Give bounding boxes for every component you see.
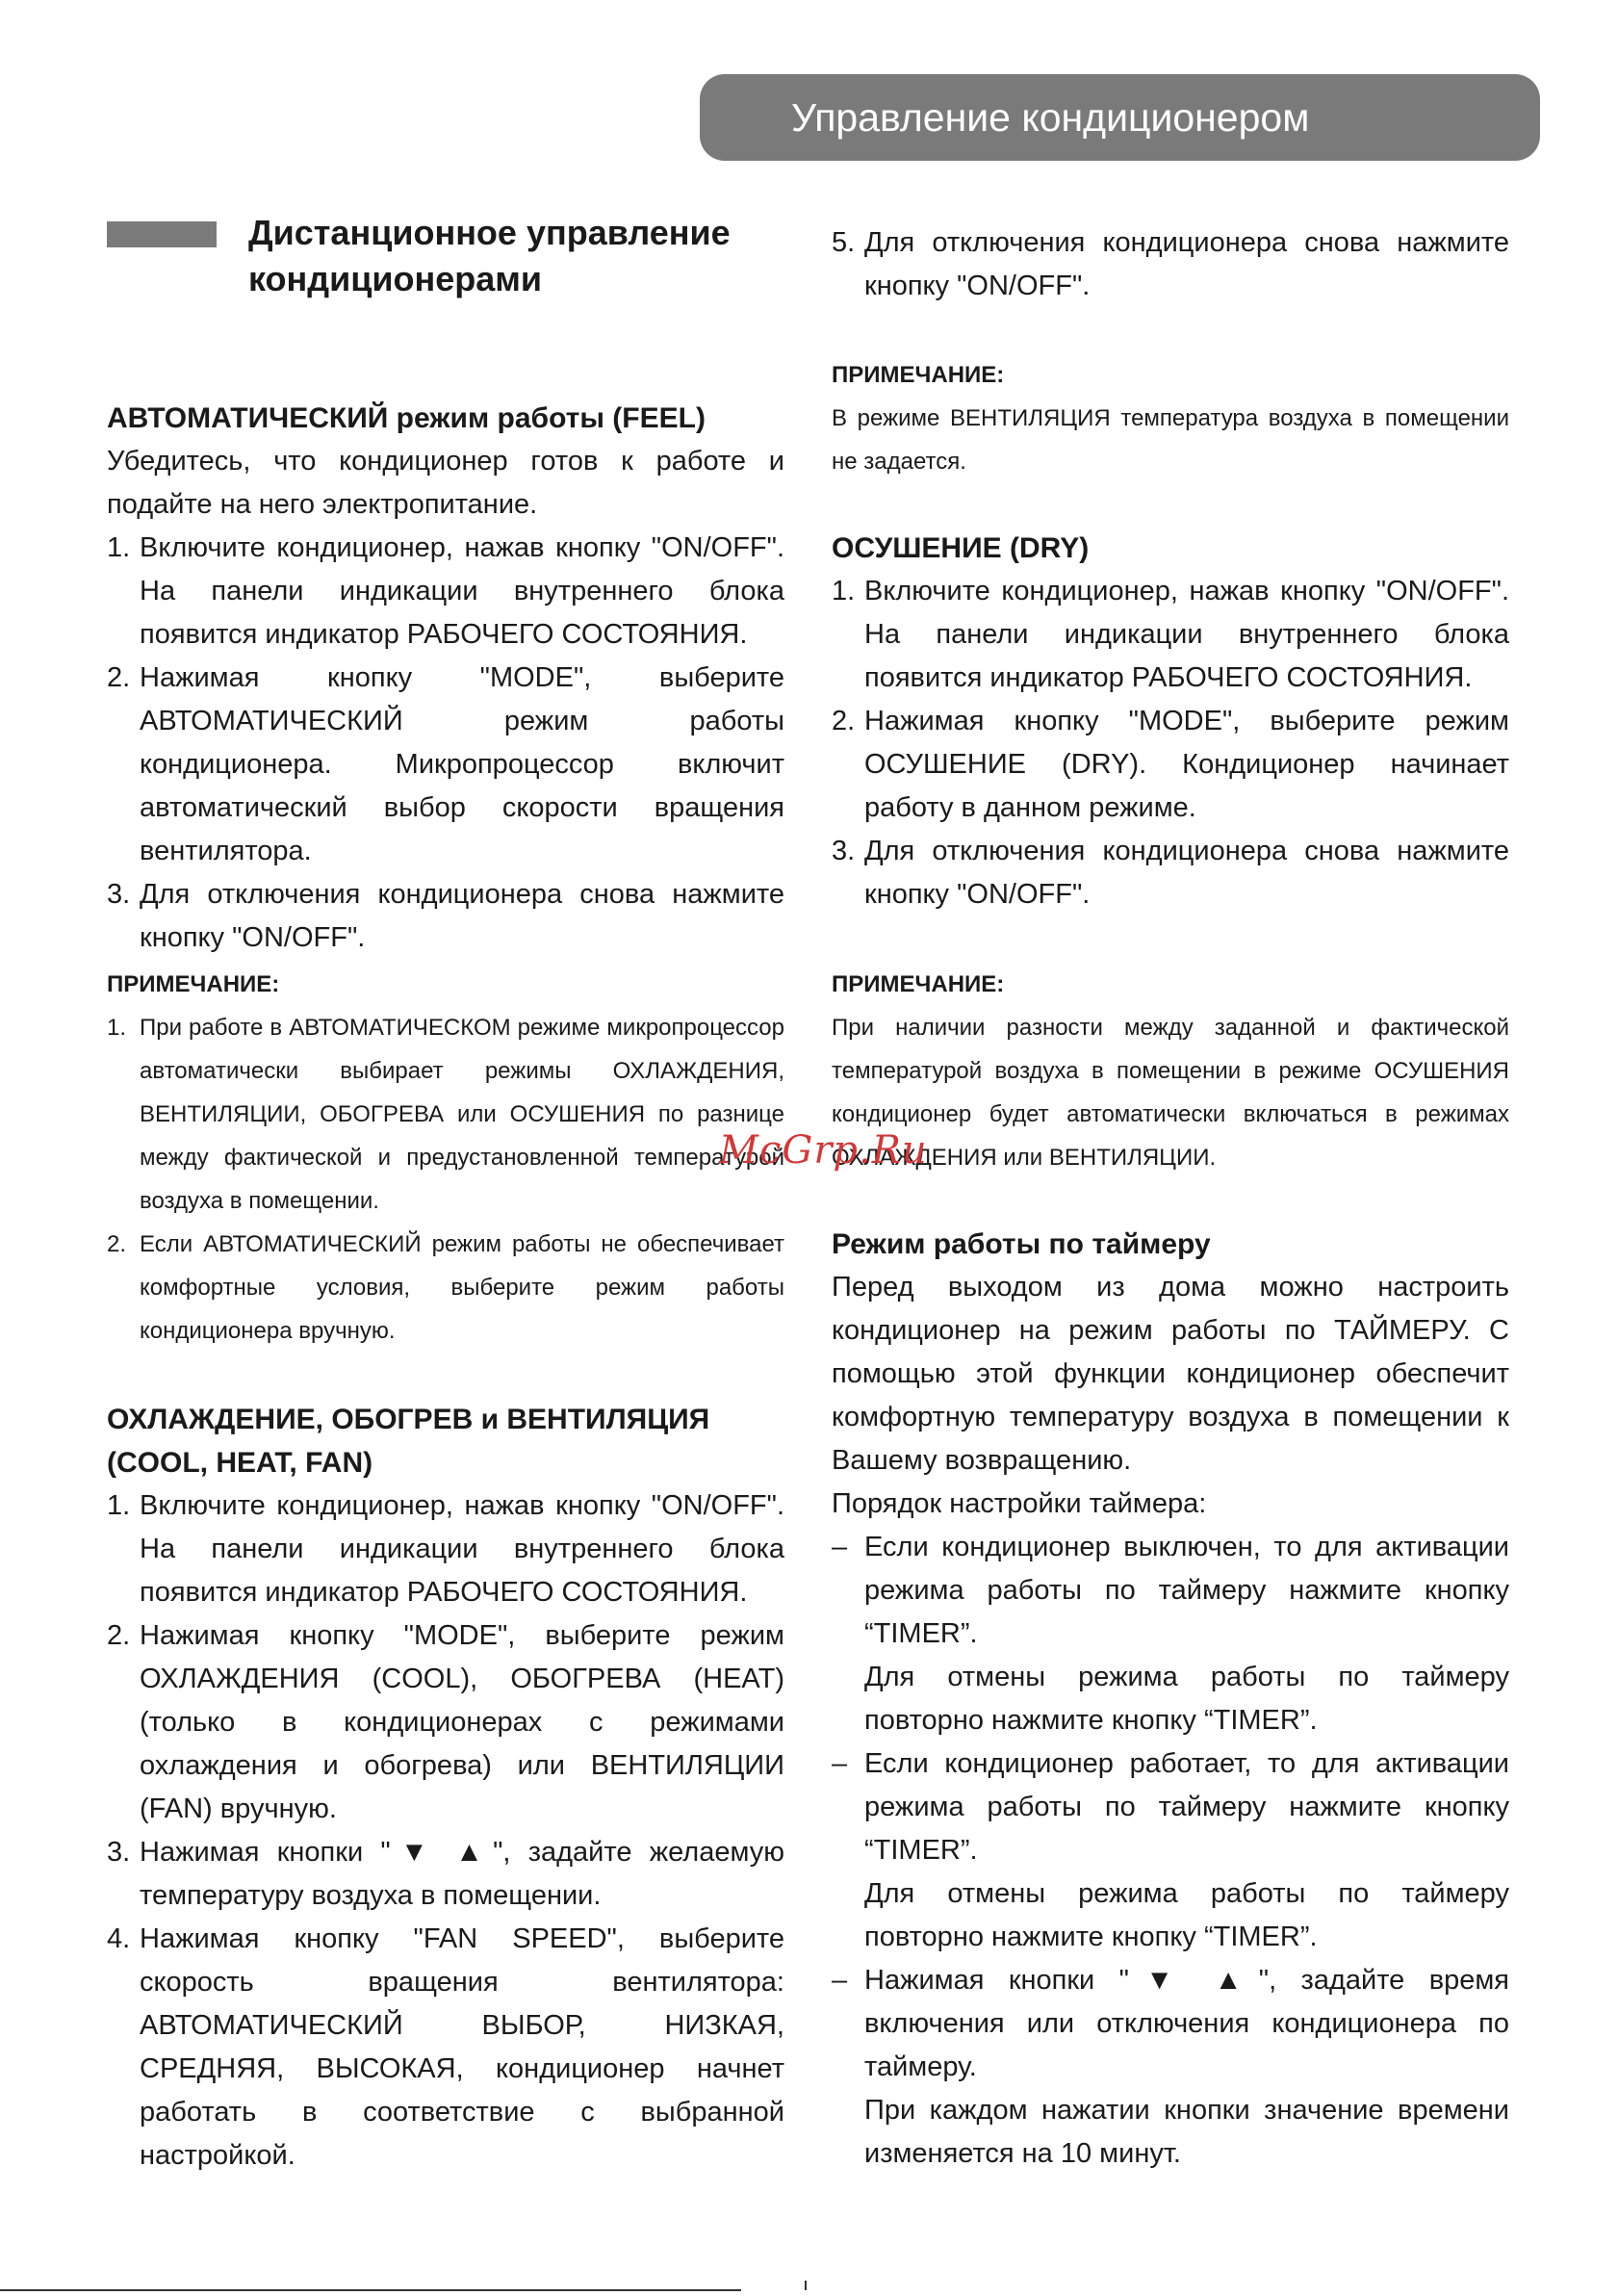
item-text: Для отключения кондиционера снова нажмите кнопку "ON/OFF". [140,879,784,953]
list-item [107,657,784,873]
item-text: Для отключения кондиционера снова нажмите кнопку "ON/OFF". [864,227,1509,301]
item-text: При работе в АВТОМАТИЧЕСКОМ режиме микропроцессор автоматически выбирает режимы ОХЛАЖДЕНИЯ, ВЕНТИЛЯЦИИ, ОБОГРЕВА или ОСУШЕНИЯ по разнице между фактической и предустановленной температурой воздуха в помещении. [140,1015,784,1214]
list-item [832,1526,1509,1742]
item-number: 2. [107,662,131,693]
note-heading: ПРИМЕЧАНИЕ: [832,362,1005,388]
item-text: Нажимая кнопку "MODE", выберите режим ОСУШЕНИЕ (DRY). Кондиционер начинает работу в данном режиме. [864,706,1509,823]
dry-heading: ОСУШЕНИЕ (DRY) [832,532,1090,564]
section-marker [107,221,217,247]
timer-heading: Режим работы по таймеру [832,1228,1211,1260]
note3-section [832,963,1509,1179]
item-text: Нажимая кнопки "▼ ▲", задайте время включения или отключения кондиционера по таймеру. [864,1965,1509,2082]
cool-section [107,1398,784,2178]
item-number: 4. [107,1923,131,1954]
item-number: 2. [107,1620,131,1651]
list-item [107,1614,784,1831]
item-dash: – [832,1965,848,1996]
item-text: Если кондиционер выключен, то для активации режима работы по таймеру нажмите кнопку “TIMER”. [864,1532,1509,1649]
item-subtext: При каждом нажатии кнопки значение времени изменяется на 10 минут. [864,2095,1509,2169]
item-number: 3. [832,836,856,866]
item-number: 5. [832,227,856,258]
item-text: Если кондиционер работает, то для активации режима работы по таймеру нажмите кнопку “TIMER”. [864,1748,1509,1866]
item-text: Включите кондиционер, нажав кнопку "ON/OFF". На панели индикации внутреннего блока появится индикатор РАБОЧЕГО СОСТОЯНИЯ. [140,532,784,650]
step5-section [832,221,1509,308]
list-item [107,873,784,960]
list-item [832,570,1509,700]
cool-heading: ОХЛАЖДЕНИЕ, ОБОГРЕВ и ВЕНТИЛЯЦИЯ (COOL, HEAT, FAN) [107,1404,710,1479]
dry-section [832,527,1509,916]
page-header-title: Управление кондиционером [791,95,1310,140]
list-item [107,1831,784,1918]
item-text: Нажимая кнопку "MODE", выберите АВТОМАТИЧЕСКИЙ режим работы кондиционера. Микропроцессор включит автоматический выбор скорости вращения вентилятора. [140,662,784,866]
item-text: Если АВТОМАТИЧЕСКИЙ режим работы не обеспечивает комфортные условия, выберите режим работы кондиционера вручную. [140,1231,784,1344]
section-title-line2: кондиционерами [248,259,543,298]
note-text: В режиме ВЕНТИЛЯЦИЯ температура воздуха в помещении не задается. [832,405,1509,475]
item-dash: – [832,1532,848,1562]
section-title [248,210,787,302]
item-text: Включите кондиционер, нажав кнопку "ON/OFF". На панели индикации внутреннего блока появится индикатор РАБОЧЕГО СОСТОЯНИЯ. [864,576,1509,693]
watermark: McGrp.Ru [719,1128,928,1173]
item-text: Нажимая кнопки "▼ ▲", задайте желаемую температуру воздуха в помещении. [140,1837,784,1911]
feel-section [107,397,784,960]
list-item [107,1484,784,1614]
item-text: Нажимая кнопку "MODE", выберите режим ОХЛАЖДЕНИЯ (COOL), ОБОГРЕВА (HEAT) (только в кондиционерах с режимами охлаждения и обогрева) или ВЕНТИЛЯЦИИ (FAN) вручную. [140,1620,784,1824]
item-number: 1. [107,1015,127,1041]
timer-order: Порядок настройки таймера: [832,1488,1207,1519]
list-item [107,527,784,657]
item-number: 3. [107,879,131,910]
timer-section [832,1223,1509,2176]
item-subtext: Для отмены режима работы по таймеру повторно нажмите кнопку “TIMER”. [864,1662,1509,1736]
item-number: 1. [107,532,131,563]
header-bar [700,74,1540,161]
list-item [107,1223,784,1353]
footer-divider [0,2289,741,2291]
list-item [832,221,1509,308]
list-item [107,1006,784,1223]
note-heading: ПРИМЕЧАНИЕ: [107,971,280,997]
item-number: 1. [832,576,856,606]
feel-heading: АВТОМАТИЧЕСКИЙ режим работы (FEEL) [107,402,706,434]
item-number: 3. [107,1837,131,1868]
note1-section [107,963,784,1353]
item-subtext: Для отмены режима работы по таймеру повторно нажмите кнопку “TIMER”. [864,1878,1509,1952]
footer-tick [805,2281,807,2290]
item-text: Нажимая кнопку "FAN SPEED", выберите скорость вращения вентилятора: АВТОМАТИЧЕСКИЙ ВЫБОР, НИЗКАЯ, СРЕДНЯЯ, ВЫСОКАЯ, кондиционер начнет работать в соответствие с выбранной настройкой. [140,1923,784,2171]
note2-section [832,353,1509,483]
note-heading: ПРИМЕЧАНИЕ: [832,971,1005,997]
list-item [832,1742,1509,1959]
note-text: При наличии разности между заданной и фактической температурой воздуха в помещении в режиме ОСУШЕНИЯ кондиционер будет автоматически включаться в режимах ОХЛАЖДЕНИЯ или ВЕНТИЛЯЦИИ. [832,1015,1509,1171]
item-number: 2. [832,706,856,736]
item-text: Включите кондиционер, нажав кнопку "ON/OFF". На панели индикации внутреннего блока появится индикатор РАБОЧЕГО СОСТОЯНИЯ. [140,1490,784,1608]
list-item [832,700,1509,830]
item-number: 1. [107,1490,131,1521]
list-item [832,1959,1509,2176]
timer-intro: Перед выходом из дома можно настроить кондиционер на режим работы по ТАЙМЕРУ. С помощью этой функции кондиционер обеспечит комфортную температуру воздуха в помещении к Вашему возвращению. [832,1272,1509,1476]
list-item [832,830,1509,916]
list-item [107,1918,784,2178]
section-title-line1: Дистанционное управление [248,213,731,252]
item-dash: – [832,1748,848,1779]
feel-intro: Убедитесь, что кондиционер готов к работе и подайте на него электропитание. [107,446,784,520]
item-text: Для отключения кондиционера снова нажмите кнопку "ON/OFF". [864,836,1509,910]
item-number: 2. [107,1231,127,1257]
